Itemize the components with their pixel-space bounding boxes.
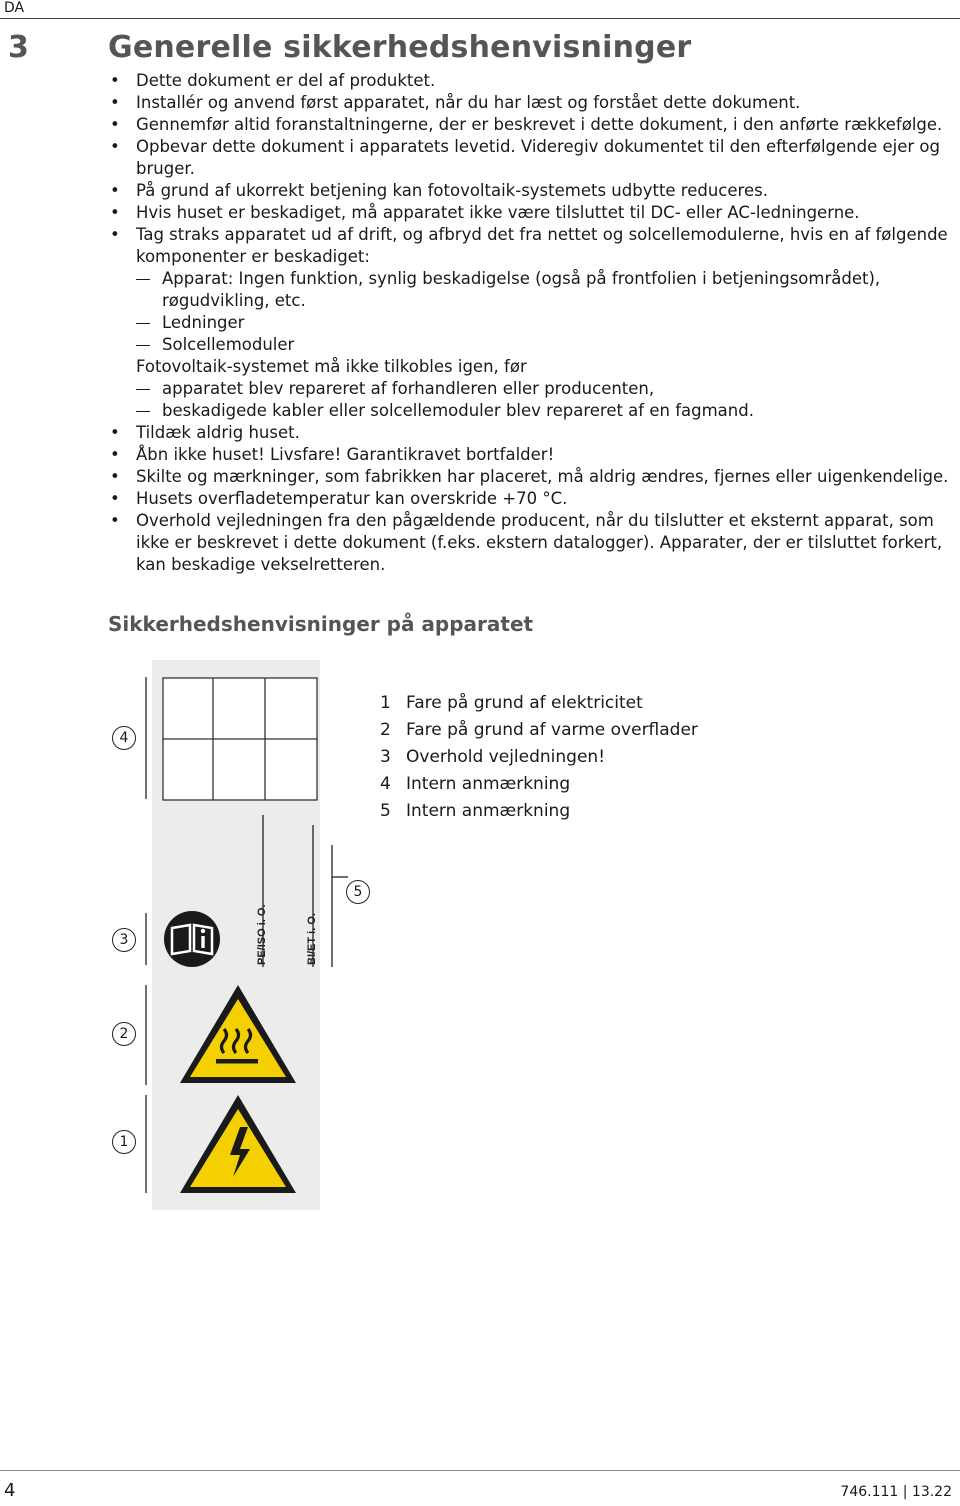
reconnect-text: Fotovoltaik-systemet må ikke tilkobles igen, før — [136, 357, 527, 376]
header-rule — [0, 18, 960, 19]
legend-number: 3 — [380, 747, 391, 767]
callout-5: 5 — [346, 880, 370, 904]
callout-2: 2 — [112, 1022, 136, 1046]
language-code: DA — [4, 0, 25, 16]
read-manual-icon — [164, 911, 220, 967]
section-number: 3 — [8, 30, 29, 65]
list-item: • Opbevar dette dokument i apparatets levetid. Videregiv dokumentet til den efterfølgende ejer og bruger. — [108, 136, 956, 180]
legend-text: Intern anmærkning — [406, 801, 571, 821]
callout-4: 4 — [112, 726, 136, 750]
callout-3: 3 — [112, 928, 136, 952]
sub-list-item: beskadigede kabler eller solcellemoduler blev repareret af en fagmand. — [108, 400, 956, 422]
list-item: • Tildæk aldrig huset. — [108, 422, 956, 444]
page-number: 4 — [4, 1480, 16, 1501]
list-item: • Installér og anvend først apparatet, når du har læst og forstået dette dokument. — [108, 92, 956, 114]
legend-text: Intern anmærkning — [406, 774, 571, 794]
list-item: • Overhold vejledningen fra den pågældende producent, når du tilslutter et eksternt apparat, som ikke er beskrevet i dette dokument (f.eks. ekstern datalogger). Apparater, der er tilsluttet forkert, kan beskadige vekselretteren. — [108, 510, 956, 576]
legend-number: 4 — [380, 774, 391, 794]
legend-text: Fare på grund af varme overflader — [406, 720, 698, 740]
legend-number: 1 — [380, 693, 391, 713]
list-item: • Hvis huset er beskadiget, må apparatet ikke være tilsluttet til DC- eller AC-ledningerne. — [108, 202, 956, 224]
list-item: • Åbn ikke huset! Livsfare! Garantikravet bortfalder! — [108, 444, 956, 466]
legend-item — [380, 744, 698, 771]
section-title: Generelle sikkerhedshenvisninger — [108, 30, 692, 65]
legend-item — [380, 771, 698, 798]
sub-list-item: Solcellemoduler — [108, 334, 956, 356]
label-field-bi-et: BI/ET i. O. — [306, 913, 318, 965]
footer-rule — [0, 1470, 960, 1471]
list-item: • Gennemfør altid foranstaltningerne, der er beskrevet i dette dokument, i den anførte rækkefølge. — [108, 114, 956, 136]
list-item: • På grund af ukorrekt betjening kan fotovoltaik-systemets udbytte reduceres. — [108, 180, 956, 202]
list-item: • Dette dokument er del af produktet. — [108, 70, 956, 92]
sub-list-item: Apparat: Ingen funktion, synlig beskadigelse (også på frontfolien i betjeningsområdet), røgudvikling, etc. — [108, 268, 956, 312]
document-number: 746.111 | 13.22 — [840, 1484, 952, 1500]
legend-number: 2 — [380, 720, 391, 740]
safety-instructions — [108, 70, 956, 576]
label-field-pe-iso: PE/ISO i. O. — [256, 904, 268, 965]
sub-list-item: apparatet blev repareret af forhandleren eller producenten, — [108, 378, 956, 400]
sub-list-item: Ledninger — [108, 312, 956, 334]
device-label-diagram — [100, 655, 380, 1215]
device-section-title: Sikkerhedshenvisninger på apparatet — [108, 612, 534, 636]
legend-number: 5 — [380, 801, 391, 821]
legend-text: Fare på grund af elektricitet — [406, 693, 643, 713]
legend-item — [380, 798, 698, 825]
list-item: • Tag straks apparatet ud af drift, og afbryd det fra nettet og solcellemodulerne, hvis en af følgende komponenter er beskadiget: — [108, 224, 956, 268]
legend-text: Overhold vejledningen! — [406, 747, 606, 767]
legend-item — [380, 717, 698, 744]
callout-1: 1 — [112, 1130, 136, 1154]
legend-item — [380, 690, 698, 717]
legend — [380, 690, 698, 825]
list-item: • Husets overfladetemperatur kan overskride +70 °C. — [108, 488, 956, 510]
list-item: • Skilte og mærkninger, som fabrikken har placeret, må aldrig ændres, fjernes eller uigenkendelige. — [108, 466, 956, 488]
